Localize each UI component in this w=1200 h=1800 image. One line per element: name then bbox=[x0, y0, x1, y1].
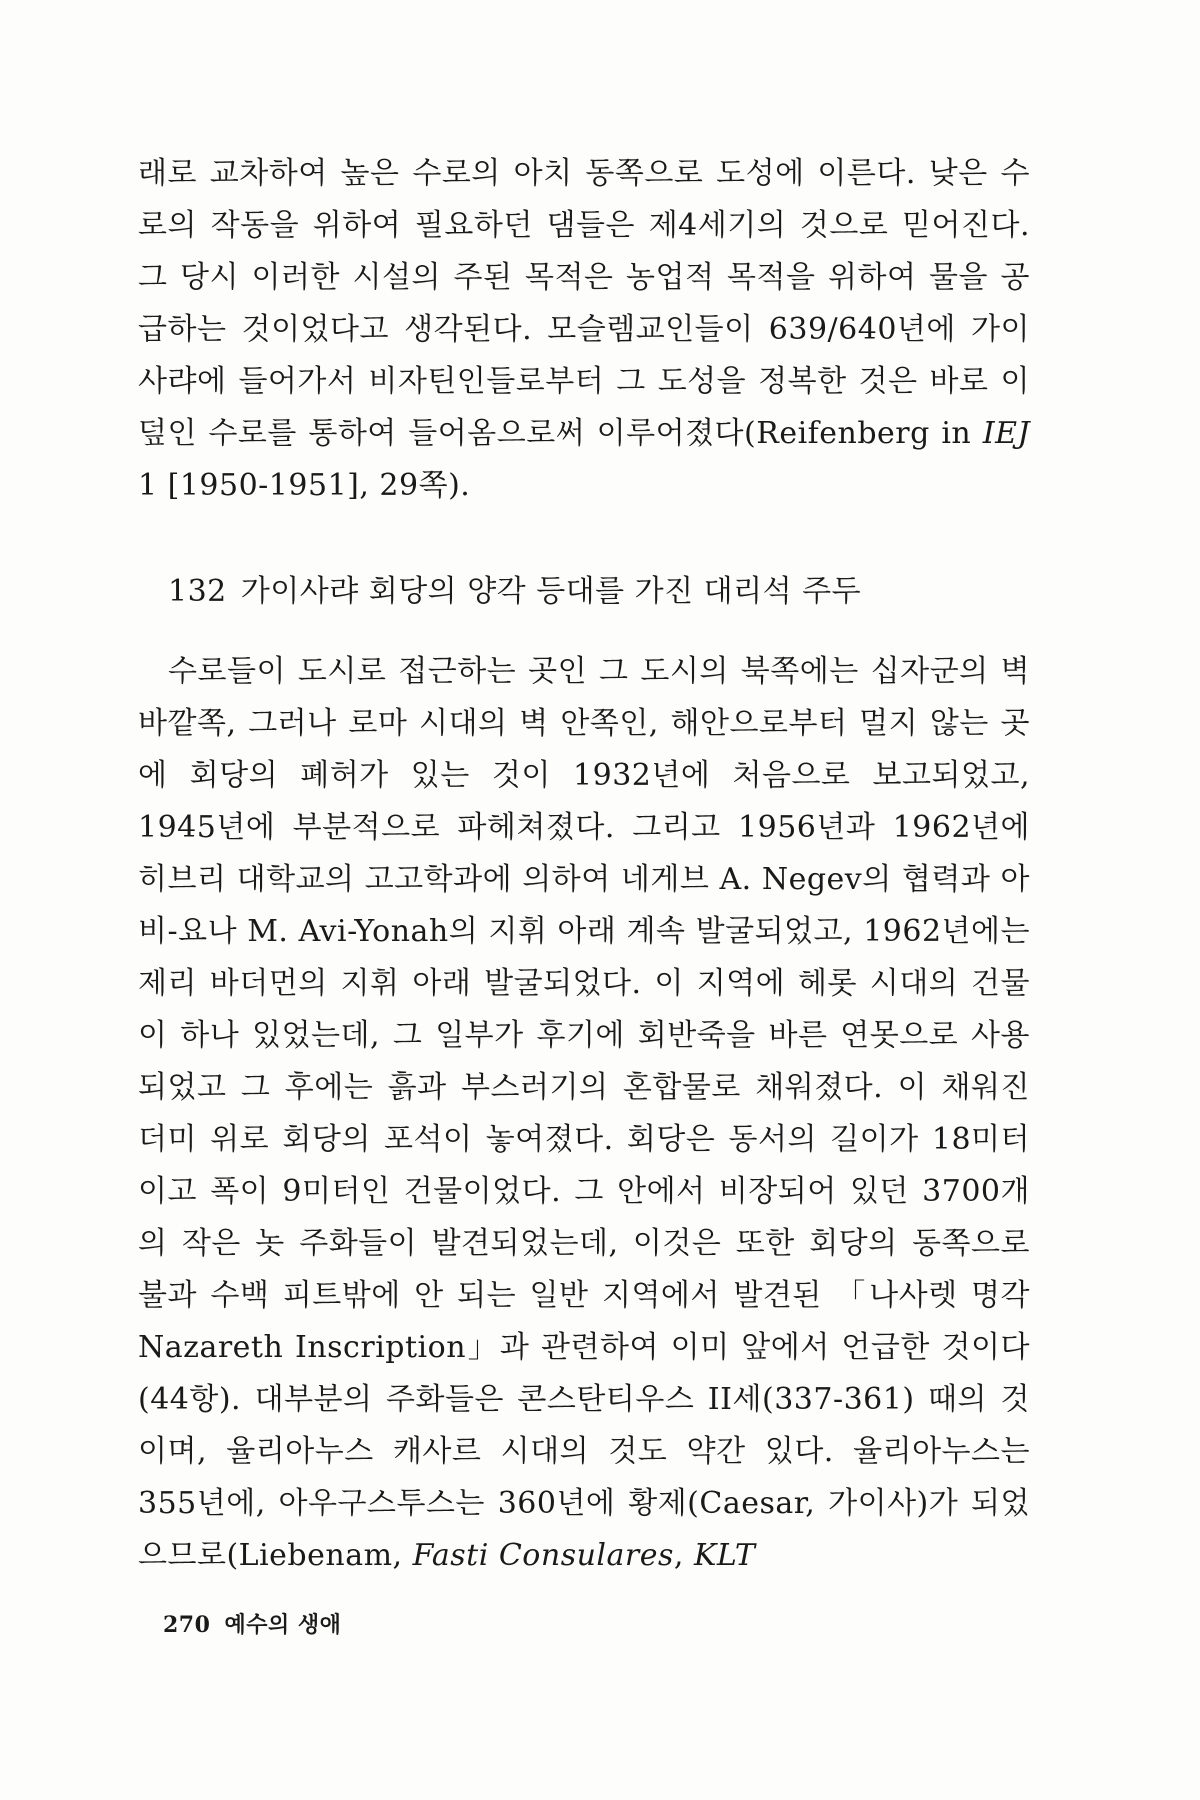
page-number: 270 bbox=[163, 1612, 211, 1638]
paragraph-text: 수로들이 도시로 접근하는 곳인 그 도시의 북쪽에는 십자군의 벽 바깥쪽, 그러나 로마 시대의 벽 안쪽인, 해안으로부터 멀지 않는 곳에 회당의 폐허가 있는 것이 1932년에 처음으로 보고되었고, 1945년에 부분적으로 파헤쳐졌다. 그리고 1956년과 1962년에 히브리 대학교의 고고학과에 의하여 네게브 A. Negev의 협력과 아비-요나 M. Avi-Yonah의 지휘 아래 계속 발굴되었고, 1962년에는 제리 바더먼의 지휘 아래 발굴되었다. 이 지역에 헤롯 시대의 건물이 하나 있었는데, 그 일부가 후기에 회반죽을 바른 연못으로 사용되었고 그 후에는 흙과 부스러기의 혼합물로 채워졌다. 이 채워진 더미 위로 회당의 포석이 놓여졌다. 회당은 동서의 길이가 18미터이고 폭이 9미터인 건물이었다. 그 안에서 비장되어 있던 3700개의 작은 놋 주화들이 발견되었는데, 이것은 또한 회당의 동쪽으로 불과 수백 피트밖에 안 되는 일반 지역에서 발견된 「나사렛 명각 Nazareth Inscription」과 관련하여 이미 앞에서 언급한 것이다(44항). 대부분의 주화들은 콘스탄티우스 II세(337-361) 때의 것이며, 율리아누스 캐사르 시대의 것도 약간 있다. 율리아누스는 355년에, 아우구스투스는 360년에 황제(Caesar, 가이사)가 되었으므로(Liebenam, bbox=[138, 654, 1030, 1573]
running-title: 예수의 생애 bbox=[224, 1612, 342, 1638]
body-paragraph bbox=[138, 646, 1030, 1582]
section-heading bbox=[168, 572, 861, 612]
journal-abbreviation: IEJ bbox=[982, 416, 1030, 451]
paragraph-text: 래로 교차하여 높은 수로의 아치 동쪽으로 도성에 이른다. 낮은 수로의 작동을 위하여 필요하던 댐들은 제4세기의 것으로 믿어진다. 그 당시 이러한 시설의 주된 목적은 농업적 목적을 위하여 물을 공급하는 것이었다고 생각된다. 모슬렘교인들이 639/640년에 가이사랴에 들어가서 비자틴인들로부터 그 도성을 정복한 것은 바로 이 덮인 수로를 통하여 들어옴으로써 이루어졌다(Reifenberg in bbox=[138, 156, 1030, 451]
citation-title: Fasti Consulares bbox=[412, 1538, 674, 1573]
citation-tail: 1 [1950-1951], 29쪽). bbox=[138, 468, 471, 503]
continued-paragraph bbox=[138, 148, 1030, 512]
citation-separator: , bbox=[673, 1538, 694, 1573]
section-number: 132 bbox=[168, 574, 227, 609]
page-footer bbox=[163, 1608, 341, 1639]
citation-abbreviation: KLT bbox=[693, 1538, 756, 1573]
section-title: 가이사랴 회당의 양각 등대를 가진 대리석 주두 bbox=[240, 574, 862, 609]
